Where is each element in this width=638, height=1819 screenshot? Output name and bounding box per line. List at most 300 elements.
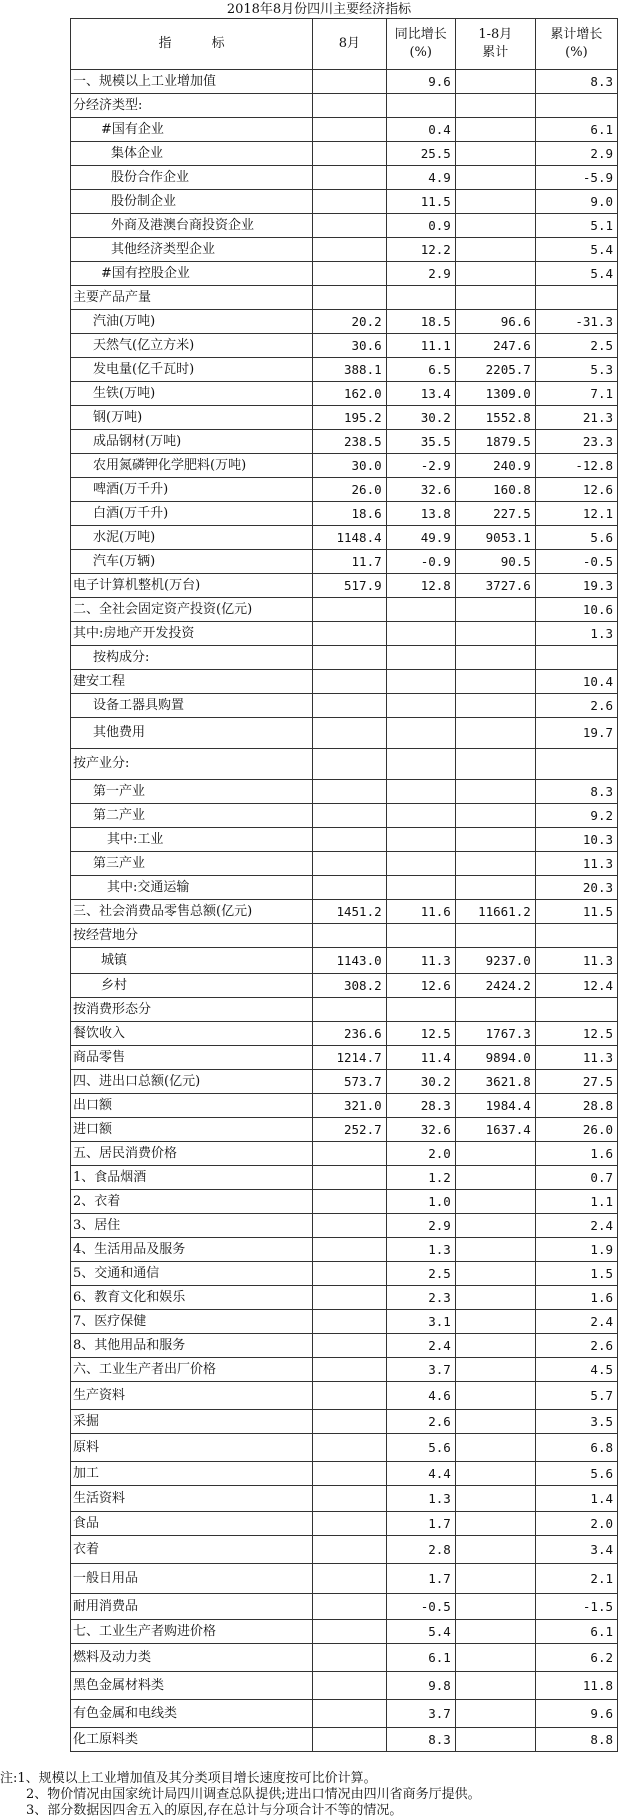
table-row: [71, 1434, 618, 1462]
row-name: 建安工程: [71, 670, 313, 694]
row-yoy-value: 2.0: [386, 1142, 455, 1166]
row-month-value: 30.6: [313, 334, 387, 358]
row-yoy-value: [386, 998, 455, 1022]
row-cumulative-value: [455, 1358, 535, 1382]
row-yoy-value: [386, 718, 455, 749]
row-cumulative-value: 3621.8: [455, 1070, 535, 1094]
table-row: [71, 1728, 618, 1752]
row-yoy-value: 25.5: [386, 142, 455, 166]
row-yoy-value: 13.8: [386, 502, 455, 526]
row-month-value: [313, 1310, 387, 1334]
table-row: [71, 828, 618, 852]
row-cumulative-growth-value: 12.1: [535, 502, 617, 526]
table-row: [71, 358, 618, 382]
table-row: [71, 646, 618, 670]
row-month-value: [313, 1166, 387, 1190]
row-name: 城镇: [71, 948, 313, 974]
table-row: [71, 70, 618, 94]
row-name: 其中:交通运输: [71, 876, 313, 900]
row-cumulative-growth-value: 5.4: [535, 238, 617, 262]
table-row: [71, 430, 618, 454]
row-yoy-value: [386, 94, 455, 118]
row-yoy-value: 4.4: [386, 1462, 455, 1486]
row-name: #国有企业: [71, 118, 313, 142]
row-name: 钢(万吨): [71, 406, 313, 430]
row-cumulative-value: [455, 749, 535, 780]
table-row: [71, 1262, 618, 1286]
table-row: [71, 94, 618, 118]
table-row: [71, 1462, 618, 1486]
row-yoy-value: 2.8: [386, 1536, 455, 1564]
row-name: 5、交通和通信: [71, 1262, 313, 1286]
row-yoy-value: 12.5: [386, 1022, 455, 1046]
row-cumulative-growth-value: -12.8: [535, 454, 617, 478]
row-name: 2、衣着: [71, 1190, 313, 1214]
table-row: [71, 1564, 618, 1594]
row-cumulative-value: 3727.6: [455, 574, 535, 598]
row-cumulative-growth-value: 19.7: [535, 718, 617, 749]
row-cumulative-value: 240.9: [455, 454, 535, 478]
row-name: 第三产业: [71, 852, 313, 876]
row-name: 进口额: [71, 1118, 313, 1142]
row-month-value: [313, 1512, 387, 1536]
table-row: [71, 334, 618, 358]
table-row: [71, 1022, 618, 1046]
table-row: [71, 1536, 618, 1564]
row-yoy-value: 4.6: [386, 1382, 455, 1410]
row-month-value: [313, 1286, 387, 1310]
footnotes: [0, 1771, 638, 1819]
row-yoy-value: 11.3: [386, 948, 455, 974]
row-cumulative-growth-value: 9.2: [535, 804, 617, 828]
row-name: 生铁(万吨): [71, 382, 313, 406]
header-cumulative-growth: 累计增长 (%): [535, 19, 617, 70]
row-month-value: 18.6: [313, 502, 387, 526]
row-yoy-value: 2.4: [386, 1334, 455, 1358]
row-month-value: [313, 998, 387, 1022]
row-month-value: [313, 646, 387, 670]
row-month-value: [313, 718, 387, 749]
row-month-value: 162.0: [313, 382, 387, 406]
table-row: [71, 1672, 618, 1700]
row-month-value: [313, 670, 387, 694]
row-month-value: [313, 1462, 387, 1486]
row-cumulative-growth-value: 1.4: [535, 1486, 617, 1512]
row-name: 生产资料: [71, 1382, 313, 1410]
row-name: 燃料及动力类: [71, 1644, 313, 1672]
row-month-value: 20.2: [313, 310, 387, 334]
row-name: 其他经济类型企业: [71, 238, 313, 262]
row-cumulative-growth-value: [535, 998, 617, 1022]
row-cumulative-growth-value: 6.1: [535, 1620, 617, 1644]
header-indicator: 指 标: [71, 19, 313, 70]
row-cumulative-value: [455, 70, 535, 94]
row-cumulative-growth-value: 12.6: [535, 478, 617, 502]
row-name: 4、生活用品及服务: [71, 1238, 313, 1262]
table-row: [71, 1358, 618, 1382]
row-name: #国有控股企业: [71, 262, 313, 286]
row-cumulative-growth-value: 8.3: [535, 70, 617, 94]
row-month-value: [313, 1620, 387, 1644]
row-cumulative-growth-value: 11.5: [535, 900, 617, 924]
table-row: [71, 1486, 618, 1512]
row-cumulative-value: 247.6: [455, 334, 535, 358]
row-cumulative-value: [455, 1334, 535, 1358]
row-month-value: [313, 1262, 387, 1286]
row-cumulative-growth-value: [535, 749, 617, 780]
row-name: 啤酒(万千升): [71, 478, 313, 502]
row-cumulative-growth-value: 20.3: [535, 876, 617, 900]
table-row: [71, 502, 618, 526]
row-cumulative-growth-value: [535, 286, 617, 310]
row-month-value: 238.5: [313, 430, 387, 454]
row-cumulative-growth-value: 23.3: [535, 430, 617, 454]
row-yoy-value: [386, 286, 455, 310]
row-cumulative-value: [455, 718, 535, 749]
table-row: [71, 454, 618, 478]
row-month-value: [313, 804, 387, 828]
row-cumulative-value: [455, 646, 535, 670]
row-cumulative-value: [455, 262, 535, 286]
row-name: 其他费用: [71, 718, 313, 749]
row-yoy-value: 30.2: [386, 406, 455, 430]
row-yoy-value: 12.2: [386, 238, 455, 262]
table-row: [71, 1512, 618, 1536]
table-row: [71, 166, 618, 190]
row-yoy-value: 3.7: [386, 1358, 455, 1382]
table-row: [71, 924, 618, 948]
row-cumulative-value: [455, 694, 535, 718]
row-name: 采掘: [71, 1410, 313, 1434]
row-yoy-value: 5.4: [386, 1620, 455, 1644]
row-yoy-value: 2.3: [386, 1286, 455, 1310]
row-cumulative-value: 11661.2: [455, 900, 535, 924]
row-cumulative-growth-value: 5.3: [535, 358, 617, 382]
table-header-row: [71, 19, 618, 70]
row-cumulative-value: [455, 238, 535, 262]
row-month-value: 388.1: [313, 358, 387, 382]
row-cumulative-value: 9894.0: [455, 1046, 535, 1070]
row-month-value: [313, 852, 387, 876]
row-cumulative-value: [455, 1536, 535, 1564]
row-cumulative-value: [455, 190, 535, 214]
row-yoy-value: 3.1: [386, 1310, 455, 1334]
row-cumulative-value: [455, 214, 535, 238]
row-name: 生活资料: [71, 1486, 313, 1512]
table-row: [71, 1620, 618, 1644]
row-yoy-value: 3.7: [386, 1700, 455, 1728]
row-name: 二、全社会固定资产投资(亿元): [71, 598, 313, 622]
row-cumulative-value: [455, 1564, 535, 1594]
table-row: [71, 852, 618, 876]
table-row: [71, 780, 618, 804]
row-yoy-value: 0.9: [386, 214, 455, 238]
row-yoy-value: 18.5: [386, 310, 455, 334]
row-month-value: 308.2: [313, 974, 387, 998]
table-row: [71, 718, 618, 749]
row-month-value: [313, 749, 387, 780]
row-cumulative-growth-value: 5.4: [535, 262, 617, 286]
row-name: 按消费形态分: [71, 998, 313, 1022]
header-month: 8月: [313, 19, 387, 70]
row-cumulative-growth-value: 8.3: [535, 780, 617, 804]
row-cumulative-value: [455, 1238, 535, 1262]
table-row: [71, 622, 618, 646]
row-yoy-value: 1.7: [386, 1512, 455, 1536]
row-month-value: [313, 1410, 387, 1434]
row-cumulative-value: [455, 1286, 535, 1310]
row-yoy-value: 8.3: [386, 1728, 455, 1752]
row-name: 外商及港澳台商投资企业: [71, 214, 313, 238]
row-yoy-value: 1.0: [386, 1190, 455, 1214]
row-name: 按产业分:: [71, 749, 313, 780]
row-name: 其中:工业: [71, 828, 313, 852]
row-cumulative-growth-value: 28.8: [535, 1094, 617, 1118]
row-yoy-value: [386, 749, 455, 780]
row-cumulative-value: [455, 166, 535, 190]
table-row: [71, 262, 618, 286]
table-row: [71, 1382, 618, 1410]
row-cumulative-growth-value: 2.6: [535, 694, 617, 718]
row-cumulative-growth-value: 3.5: [535, 1410, 617, 1434]
row-yoy-value: 11.6: [386, 900, 455, 924]
table-row: [71, 550, 618, 574]
row-month-value: [313, 1728, 387, 1752]
row-name: 出口额: [71, 1094, 313, 1118]
row-month-value: [313, 598, 387, 622]
row-cumulative-growth-value: 8.8: [535, 1728, 617, 1752]
table-row: [71, 1238, 618, 1262]
row-cumulative-value: [455, 1620, 535, 1644]
table-row: [71, 1094, 618, 1118]
table-row: [71, 574, 618, 598]
row-cumulative-growth-value: 27.5: [535, 1070, 617, 1094]
row-name: 三、社会消费品零售总额(亿元): [71, 900, 313, 924]
row-month-value: 11.7: [313, 550, 387, 574]
row-yoy-value: 1.7: [386, 1564, 455, 1594]
row-name: 按构成分:: [71, 646, 313, 670]
row-name: 有色金属和电线类: [71, 1700, 313, 1728]
row-cumulative-growth-value: 5.1: [535, 214, 617, 238]
row-name: 原料: [71, 1434, 313, 1462]
row-cumulative-growth-value: 1.6: [535, 1286, 617, 1310]
row-month-value: [313, 694, 387, 718]
table-body: [71, 70, 618, 1752]
footnote-3: 3、部分数据因四舍五入的原因,存在总计与分项合计不等的情况。: [0, 1803, 403, 1818]
row-yoy-value: 6.5: [386, 358, 455, 382]
table-row: [71, 876, 618, 900]
row-month-value: 236.6: [313, 1022, 387, 1046]
row-yoy-value: 13.4: [386, 382, 455, 406]
row-month-value: [313, 1334, 387, 1358]
row-name: 3、居住: [71, 1214, 313, 1238]
row-name: 农用氮磷钾化学肥料(万吨): [71, 454, 313, 478]
row-month-value: 517.9: [313, 574, 387, 598]
row-cumulative-growth-value: 9.0: [535, 190, 617, 214]
row-cumulative-growth-value: 5.6: [535, 1462, 617, 1486]
table-row: [71, 286, 618, 310]
row-cumulative-growth-value: 2.9: [535, 142, 617, 166]
row-cumulative-value: [455, 1512, 535, 1536]
row-yoy-value: 9.8: [386, 1672, 455, 1700]
row-cumulative-value: [455, 1262, 535, 1286]
row-yoy-value: 2.9: [386, 262, 455, 286]
table-row: [71, 214, 618, 238]
row-name: 其中:房地产开发投资: [71, 622, 313, 646]
row-cumulative-growth-value: 10.4: [535, 670, 617, 694]
row-month-value: [313, 70, 387, 94]
row-yoy-value: 11.1: [386, 334, 455, 358]
table-row: [71, 1070, 618, 1094]
row-month-value: [313, 94, 387, 118]
row-yoy-value: 0.4: [386, 118, 455, 142]
row-name: 商品零售: [71, 1046, 313, 1070]
row-yoy-value: [386, 876, 455, 900]
row-yoy-value: 1.2: [386, 1166, 455, 1190]
row-cumulative-growth-value: 2.4: [535, 1310, 617, 1334]
row-yoy-value: -0.5: [386, 1594, 455, 1620]
table-row: [71, 974, 618, 998]
row-cumulative-value: 1767.3: [455, 1022, 535, 1046]
table-row: [71, 142, 618, 166]
row-yoy-value: 12.6: [386, 974, 455, 998]
row-name: 电子计算机整机(万台): [71, 574, 313, 598]
row-yoy-value: 32.6: [386, 1118, 455, 1142]
row-month-value: [313, 1594, 387, 1620]
row-cumulative-value: [455, 94, 535, 118]
row-month-value: [313, 1672, 387, 1700]
row-cumulative-growth-value: 2.5: [535, 334, 617, 358]
row-yoy-value: 6.1: [386, 1644, 455, 1672]
row-cumulative-growth-value: -31.3: [535, 310, 617, 334]
row-month-value: 26.0: [313, 478, 387, 502]
row-cumulative-value: [455, 1214, 535, 1238]
row-yoy-value: 5.6: [386, 1434, 455, 1462]
table-row: [71, 310, 618, 334]
row-cumulative-value: [455, 924, 535, 948]
table-row: [71, 238, 618, 262]
row-name: 天然气(亿立方米): [71, 334, 313, 358]
row-yoy-value: 2.5: [386, 1262, 455, 1286]
row-cumulative-growth-value: 6.2: [535, 1644, 617, 1672]
row-name: 黑色金属材料类: [71, 1672, 313, 1700]
row-cumulative-value: 1552.8: [455, 406, 535, 430]
row-cumulative-growth-value: 5.6: [535, 526, 617, 550]
row-cumulative-growth-value: 12.5: [535, 1022, 617, 1046]
row-yoy-value: 11.5: [386, 190, 455, 214]
row-cumulative-growth-value: 1.5: [535, 1262, 617, 1286]
row-yoy-value: 1.3: [386, 1486, 455, 1512]
row-cumulative-value: [455, 1462, 535, 1486]
row-month-value: [313, 1434, 387, 1462]
row-month-value: [313, 1486, 387, 1512]
row-cumulative-value: [455, 1310, 535, 1334]
row-yoy-value: [386, 828, 455, 852]
row-month-value: [313, 828, 387, 852]
row-yoy-value: [386, 646, 455, 670]
row-cumulative-growth-value: 21.3: [535, 406, 617, 430]
row-name: 乡村: [71, 974, 313, 998]
row-cumulative-value: [455, 1728, 535, 1752]
row-name: 集体企业: [71, 142, 313, 166]
row-name: 分经济类型:: [71, 94, 313, 118]
table-row: [71, 406, 618, 430]
row-cumulative-growth-value: 10.6: [535, 598, 617, 622]
table-row: [71, 1286, 618, 1310]
row-month-value: [313, 1238, 387, 1262]
row-name: 股份合作企业: [71, 166, 313, 190]
table-row: [71, 190, 618, 214]
row-cumulative-value: 1637.4: [455, 1118, 535, 1142]
table-row: [71, 1214, 618, 1238]
row-cumulative-value: [455, 1434, 535, 1462]
row-yoy-value: -0.9: [386, 550, 455, 574]
row-cumulative-growth-value: 2.6: [535, 1334, 617, 1358]
table-row: [71, 1334, 618, 1358]
row-cumulative-growth-value: 0.7: [535, 1166, 617, 1190]
row-cumulative-growth-value: 5.7: [535, 1382, 617, 1410]
row-cumulative-growth-value: 4.5: [535, 1358, 617, 1382]
row-cumulative-value: [455, 804, 535, 828]
row-cumulative-growth-value: 2.1: [535, 1564, 617, 1594]
row-cumulative-value: [455, 1594, 535, 1620]
row-month-value: 1143.0: [313, 948, 387, 974]
row-yoy-value: 30.2: [386, 1070, 455, 1094]
row-name: 7、医疗保健: [71, 1310, 313, 1334]
row-cumulative-value: [455, 598, 535, 622]
table-row: [71, 749, 618, 780]
row-name: 食品: [71, 1512, 313, 1536]
table-row: [71, 1046, 618, 1070]
row-cumulative-value: [455, 1700, 535, 1728]
row-cumulative-growth-value: 6.8: [535, 1434, 617, 1462]
table-row: [71, 382, 618, 406]
row-cumulative-value: 227.5: [455, 502, 535, 526]
row-yoy-value: 49.9: [386, 526, 455, 550]
table-row: [71, 670, 618, 694]
row-month-value: [313, 142, 387, 166]
table-row: [71, 478, 618, 502]
row-cumulative-value: 9237.0: [455, 948, 535, 974]
row-month-value: 195.2: [313, 406, 387, 430]
row-cumulative-growth-value: -5.9: [535, 166, 617, 190]
row-yoy-value: [386, 780, 455, 804]
row-cumulative-growth-value: 1.1: [535, 1190, 617, 1214]
row-yoy-value: 12.8: [386, 574, 455, 598]
table-row: [71, 1700, 618, 1728]
table-row: [71, 1644, 618, 1672]
row-cumulative-growth-value: -1.5: [535, 1594, 617, 1620]
row-month-value: [313, 1564, 387, 1594]
row-cumulative-value: [455, 1486, 535, 1512]
row-cumulative-value: 1984.4: [455, 1094, 535, 1118]
row-yoy-value: 1.3: [386, 1238, 455, 1262]
row-cumulative-value: [455, 1410, 535, 1434]
row-yoy-value: [386, 804, 455, 828]
row-name: 第一产业: [71, 780, 313, 804]
row-cumulative-value: 2424.2: [455, 974, 535, 998]
row-cumulative-growth-value: 3.4: [535, 1536, 617, 1564]
row-cumulative-growth-value: 6.1: [535, 118, 617, 142]
row-cumulative-value: [455, 876, 535, 900]
table-row: [71, 998, 618, 1022]
row-cumulative-growth-value: 19.3: [535, 574, 617, 598]
row-yoy-value: 11.4: [386, 1046, 455, 1070]
row-name: 设备工器具购置: [71, 694, 313, 718]
row-month-value: [313, 1536, 387, 1564]
table-row: [71, 948, 618, 974]
row-month-value: 1148.4: [313, 526, 387, 550]
